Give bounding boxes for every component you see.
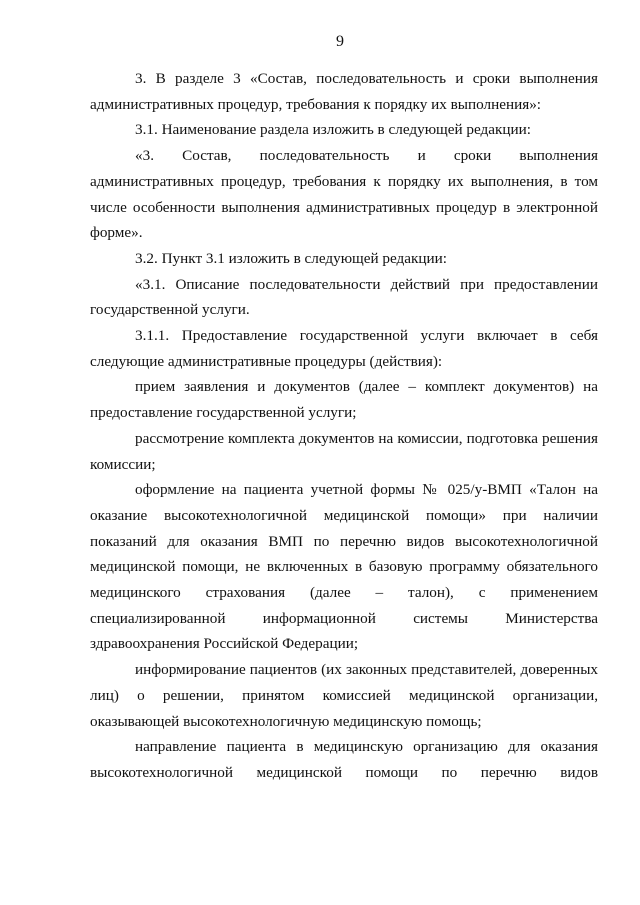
paragraph-new-section-title: «3. Состав, последовательность и сроки выполнения административных процедур, требования к порядку их выполнения, в том числе особенности выполнения административных процедур в электронной форме». (90, 147, 598, 242)
document-body (90, 66, 598, 786)
list-item-application-intake: прием заявления и документов (далее – комплект документов) на предоставление государственной услуги; (90, 378, 598, 422)
paragraph-3-2-heading: 3.2. Пункт 3.1 изложить в следующей редакции: (135, 249, 448, 267)
list-item-patient-notification: информирование пациентов (их законных представителей, доверенных лиц) о решении, принятом комиссией медицинской организации, оказывающей высокотехнологичную медицинскую помощь; (90, 661, 598, 730)
paragraph-3-1-heading: 3.1. Наименование раздела изложить в следующей редакции: (135, 121, 531, 139)
page-number: 9 (336, 33, 344, 50)
paragraph-section-3-intro: 3. В разделе 3 «Состав, последовательность и сроки выполнения административных процедур, требования к порядку их выполнения»: (90, 70, 598, 113)
list-item-form-issuance: оформление на пациента учетной формы № 025/у-ВМП «Талон на оказание высокотехнологичной медицинской помощи» при наличии показаний для оказания ВМП по перечню видов высокотехнологичной медицинской помощи, не включенных в базовую программу обязательного медицинского страхования (далее – талон), с применением специализированной информационной системы Министерства здравоохранения Российской Федерации; (90, 481, 598, 653)
paragraph-3-1-1-procedures: 3.1.1. Предоставление государственной услуги включает в себя следующие административные процедуры (действия): (90, 327, 598, 370)
list-item-patient-referral: направление пациента в медицинскую организацию для оказания высокотехнологичной медицинской помощи по перечню видов (90, 738, 598, 781)
paragraph-3-1-description: «3.1. Описание последовательности действий при предоставлении государственной услуги. (90, 275, 598, 319)
list-item-commission-review: рассмотрение комплекта документов на комиссии, подготовка решения комиссии; (90, 429, 598, 473)
